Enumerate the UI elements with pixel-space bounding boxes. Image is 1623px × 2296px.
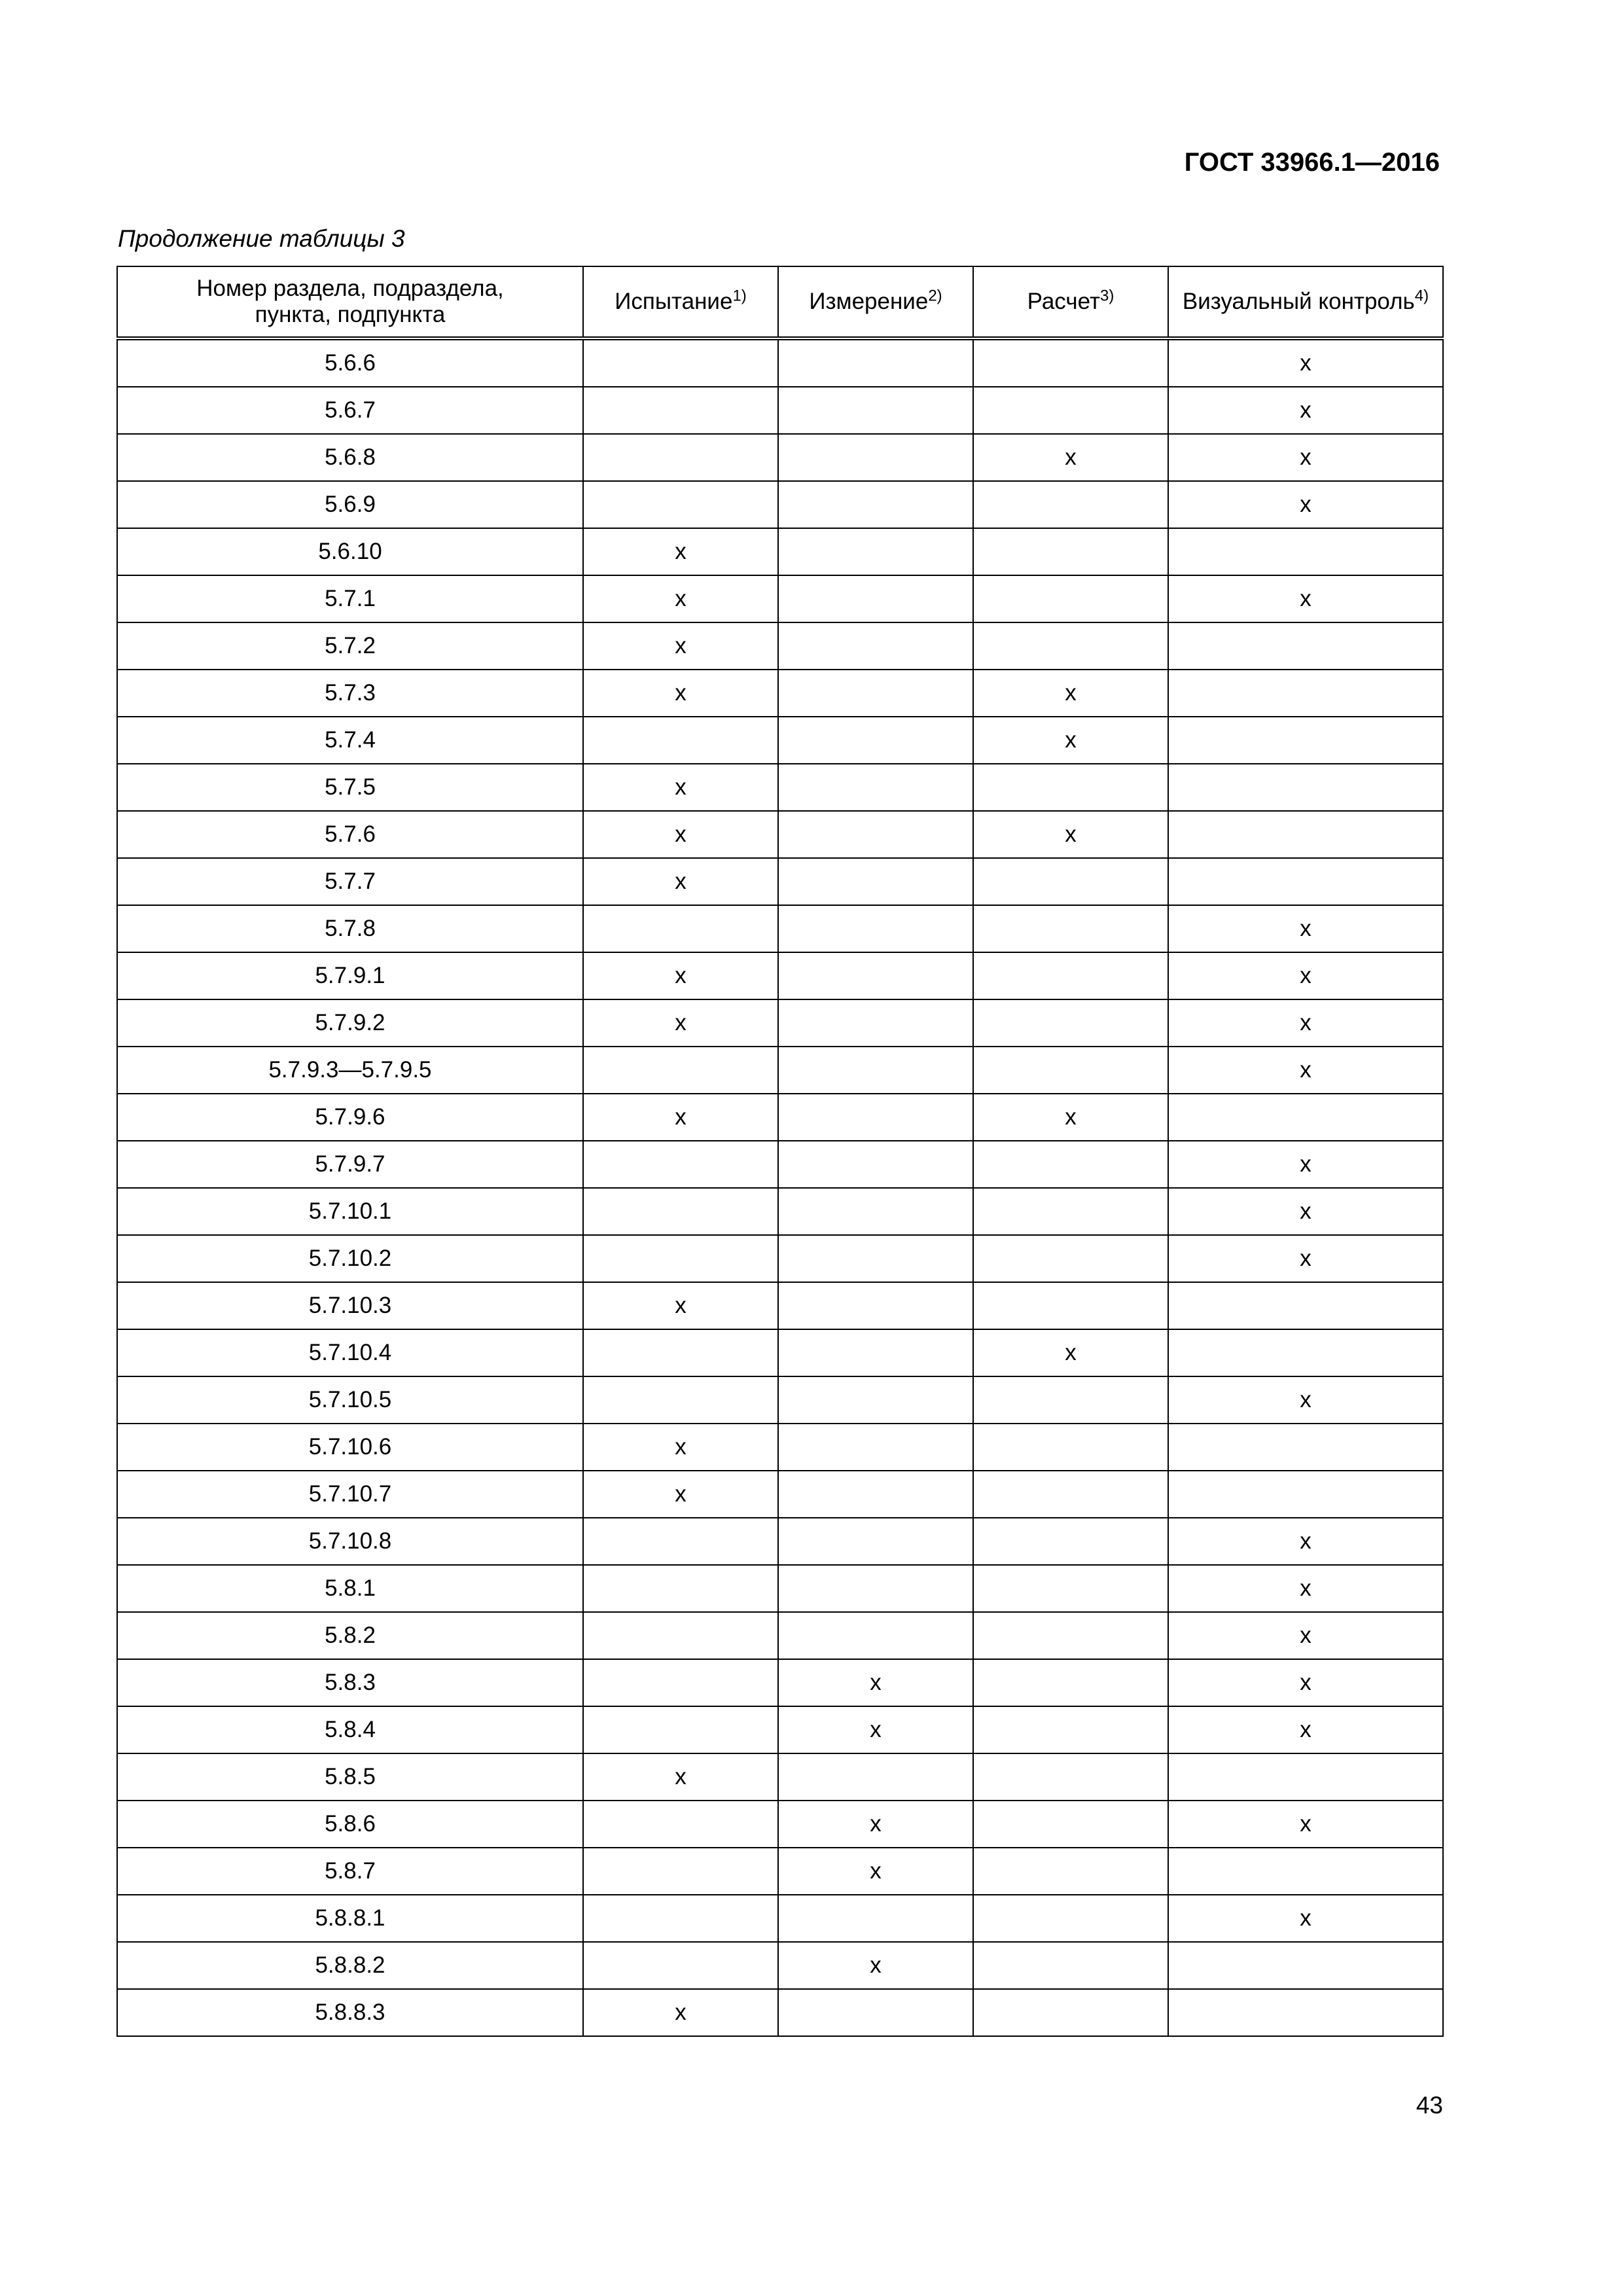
- mark-cell: [778, 338, 973, 387]
- section-number-cell: 5.8.8.3: [117, 1989, 583, 2036]
- mark-cell: [1168, 811, 1443, 858]
- mark-cell: [973, 1047, 1168, 1094]
- column-header-test: [583, 266, 778, 338]
- mark-cell: [973, 1471, 1168, 1518]
- mark-cell: [778, 858, 973, 905]
- mark-cell: [973, 1659, 1168, 1706]
- section-number-cell: 5.7.10.7: [117, 1471, 583, 1518]
- mark-cell: [778, 952, 973, 999]
- footnote-ref: 4): [1414, 287, 1429, 305]
- column-header-label: Номер раздела, подраздела, пункта, подпункта: [196, 276, 504, 327]
- table-row: [117, 481, 1443, 528]
- mark-cell: x: [1168, 1047, 1443, 1094]
- mark-cell: x: [1168, 1612, 1443, 1659]
- section-number-cell: 5.8.1: [117, 1565, 583, 1612]
- section-number-cell: 5.8.2: [117, 1612, 583, 1659]
- mark-cell: [973, 528, 1168, 575]
- mark-cell: [778, 999, 973, 1047]
- mark-cell: [583, 1801, 778, 1848]
- mark-cell: x: [1168, 1518, 1443, 1565]
- mark-cell: [973, 387, 1168, 434]
- column-header-label: Расчет: [1027, 289, 1100, 314]
- mark-cell: [583, 1188, 778, 1235]
- mark-cell: [973, 575, 1168, 622]
- mark-cell: x: [583, 1282, 778, 1329]
- table-row: [117, 434, 1443, 481]
- section-number-cell: 5.7.10.2: [117, 1235, 583, 1282]
- mark-cell: x: [583, 1094, 778, 1141]
- mark-cell: x: [778, 1659, 973, 1706]
- section-number-cell: 5.7.4: [117, 717, 583, 764]
- mark-cell: [583, 387, 778, 434]
- table-row: [117, 858, 1443, 905]
- section-number-cell: 5.7.10.4: [117, 1329, 583, 1376]
- mark-cell: x: [1168, 1565, 1443, 1612]
- section-number-cell: 5.7.10.5: [117, 1376, 583, 1424]
- table-row: [117, 1188, 1443, 1235]
- mark-cell: [973, 1895, 1168, 1942]
- mark-cell: [778, 434, 973, 481]
- mark-cell: [1168, 1329, 1443, 1376]
- table-row: [117, 1141, 1443, 1188]
- mark-cell: [583, 1942, 778, 1989]
- mark-cell: x: [1168, 1706, 1443, 1753]
- mark-cell: x: [973, 1094, 1168, 1141]
- mark-cell: [583, 1047, 778, 1094]
- mark-cell: x: [1168, 387, 1443, 434]
- mark-cell: [778, 1612, 973, 1659]
- mark-cell: x: [583, 1424, 778, 1471]
- table-row: [117, 622, 1443, 670]
- mark-cell: [778, 622, 973, 670]
- mark-cell: [973, 1518, 1168, 1565]
- section-number-cell: 5.7.3: [117, 670, 583, 717]
- mark-cell: [778, 1376, 973, 1424]
- mark-cell: [973, 1848, 1168, 1895]
- mark-cell: x: [583, 811, 778, 858]
- section-number-cell: 5.7.9.6: [117, 1094, 583, 1141]
- section-number-cell: 5.8.4: [117, 1706, 583, 1753]
- mark-cell: [973, 1989, 1168, 2036]
- mark-cell: [973, 1942, 1168, 1989]
- mark-cell: [778, 1895, 973, 1942]
- section-number-cell: 5.6.9: [117, 481, 583, 528]
- mark-cell: [583, 1706, 778, 1753]
- mark-cell: [583, 481, 778, 528]
- section-number-cell: 5.7.10.1: [117, 1188, 583, 1235]
- table-row: [117, 1424, 1443, 1471]
- mark-cell: [1168, 670, 1443, 717]
- section-number-cell: 5.6.7: [117, 387, 583, 434]
- section-number-cell: 5.7.9.7: [117, 1141, 583, 1188]
- table-row: [117, 1612, 1443, 1659]
- table-row: [117, 1094, 1443, 1141]
- table-header-row: [117, 266, 1443, 338]
- table-row: [117, 1989, 1443, 2036]
- mark-cell: [1168, 528, 1443, 575]
- footnote-ref: 2): [928, 287, 942, 305]
- table-row: [117, 1376, 1443, 1424]
- section-number-cell: 5.7.9.3—5.7.9.5: [117, 1047, 583, 1094]
- mark-cell: [973, 1376, 1168, 1424]
- mark-cell: [1168, 1942, 1443, 1989]
- mark-cell: [778, 1188, 973, 1235]
- section-number-cell: 5.6.10: [117, 528, 583, 575]
- column-header-label: Визуальный контроль: [1182, 289, 1415, 314]
- mark-cell: [973, 1801, 1168, 1848]
- mark-cell: [1168, 1282, 1443, 1329]
- mark-cell: [1168, 764, 1443, 811]
- mark-cell: [778, 1235, 973, 1282]
- mark-cell: [1168, 1471, 1443, 1518]
- mark-cell: [778, 1518, 973, 1565]
- mark-cell: [778, 575, 973, 622]
- mark-cell: [778, 1989, 973, 2036]
- mark-cell: [973, 1282, 1168, 1329]
- mark-cell: [973, 1141, 1168, 1188]
- mark-cell: [778, 1565, 973, 1612]
- column-header-measurement: [778, 266, 973, 338]
- mark-cell: [778, 717, 973, 764]
- mark-cell: [583, 1376, 778, 1424]
- mark-cell: x: [583, 858, 778, 905]
- table-row: [117, 999, 1443, 1047]
- mark-cell: [778, 528, 973, 575]
- mark-cell: [778, 1329, 973, 1376]
- table-row: [117, 1518, 1443, 1565]
- mark-cell: x: [583, 575, 778, 622]
- table-row: [117, 764, 1443, 811]
- mark-cell: x: [1168, 905, 1443, 952]
- mark-cell: x: [1168, 999, 1443, 1047]
- mark-cell: x: [1168, 1188, 1443, 1235]
- table-row: [117, 1848, 1443, 1895]
- section-number-cell: 5.7.10.8: [117, 1518, 583, 1565]
- section-number-cell: 5.8.3: [117, 1659, 583, 1706]
- mark-cell: [973, 764, 1168, 811]
- table-row: [117, 575, 1443, 622]
- mark-cell: [1168, 622, 1443, 670]
- mark-cell: [973, 1235, 1168, 1282]
- mark-cell: [778, 1471, 973, 1518]
- mark-cell: [973, 858, 1168, 905]
- section-number-cell: 5.8.8.1: [117, 1895, 583, 1942]
- mark-cell: [973, 1612, 1168, 1659]
- mark-cell: x: [583, 1471, 778, 1518]
- mark-cell: [1168, 717, 1443, 764]
- mark-cell: [583, 1612, 778, 1659]
- mark-cell: x: [583, 764, 778, 811]
- mark-cell: x: [1168, 1895, 1443, 1942]
- mark-cell: x: [973, 717, 1168, 764]
- column-header-visual-inspection: [1168, 266, 1443, 338]
- table-row: [117, 811, 1443, 858]
- section-number-cell: 5.7.9.2: [117, 999, 583, 1047]
- mark-cell: x: [583, 952, 778, 999]
- section-number-cell: 5.8.6: [117, 1801, 583, 1848]
- mark-cell: x: [1168, 1141, 1443, 1188]
- table-row: [117, 1282, 1443, 1329]
- mark-cell: x: [973, 670, 1168, 717]
- mark-cell: x: [1168, 1376, 1443, 1424]
- column-header-calculation: [973, 266, 1168, 338]
- mark-cell: [973, 1424, 1168, 1471]
- section-number-cell: 5.7.5: [117, 764, 583, 811]
- mark-cell: [583, 1659, 778, 1706]
- section-number-cell: 5.7.10.3: [117, 1282, 583, 1329]
- mark-cell: [1168, 1094, 1443, 1141]
- mark-cell: [973, 905, 1168, 952]
- mark-cell: x: [583, 622, 778, 670]
- mark-cell: [1168, 1753, 1443, 1801]
- mark-cell: x: [973, 434, 1168, 481]
- table-row: [117, 1235, 1443, 1282]
- mark-cell: x: [583, 1753, 778, 1801]
- mark-cell: [583, 1141, 778, 1188]
- mark-cell: [778, 1047, 973, 1094]
- section-number-cell: 5.8.7: [117, 1848, 583, 1895]
- mark-cell: [778, 481, 973, 528]
- mark-cell: [973, 481, 1168, 528]
- section-number-cell: 5.7.8: [117, 905, 583, 952]
- mark-cell: [778, 905, 973, 952]
- table-row: [117, 1471, 1443, 1518]
- mark-cell: x: [973, 1329, 1168, 1376]
- table-row: [117, 1659, 1443, 1706]
- mark-cell: x: [1168, 1801, 1443, 1848]
- mark-cell: x: [973, 811, 1168, 858]
- table-row: [117, 1753, 1443, 1801]
- table-row: [117, 1047, 1443, 1094]
- mark-cell: [973, 338, 1168, 387]
- mark-cell: x: [778, 1942, 973, 1989]
- section-number-cell: 5.7.10.6: [117, 1424, 583, 1471]
- mark-cell: [1168, 1989, 1443, 2036]
- table-row: [117, 387, 1443, 434]
- mark-cell: [778, 1424, 973, 1471]
- mark-cell: [583, 434, 778, 481]
- mark-cell: [1168, 1424, 1443, 1471]
- section-number-cell: 5.8.8.2: [117, 1942, 583, 1989]
- mark-cell: x: [583, 528, 778, 575]
- table-row: [117, 528, 1443, 575]
- mark-cell: x: [583, 670, 778, 717]
- mark-cell: [778, 1094, 973, 1141]
- section-number-cell: 5.7.6: [117, 811, 583, 858]
- column-header-label: Испытание: [615, 289, 733, 314]
- mark-cell: x: [1168, 338, 1443, 387]
- mark-cell: [583, 338, 778, 387]
- mark-cell: [583, 1329, 778, 1376]
- mark-cell: x: [1168, 1235, 1443, 1282]
- section-number-cell: 5.6.8: [117, 434, 583, 481]
- table-row: [117, 1895, 1443, 1942]
- page-number: 43: [1416, 2092, 1443, 2119]
- table-row: [117, 905, 1443, 952]
- table-row: [117, 1706, 1443, 1753]
- table-row: [117, 1329, 1443, 1376]
- table-row: [117, 952, 1443, 999]
- mark-cell: [973, 1706, 1168, 1753]
- section-number-cell: 5.7.2: [117, 622, 583, 670]
- mark-cell: x: [583, 999, 778, 1047]
- mark-cell: [583, 1895, 778, 1942]
- mark-cell: [778, 1753, 973, 1801]
- section-number-cell: 5.7.7: [117, 858, 583, 905]
- table-row: [117, 1565, 1443, 1612]
- mark-cell: [583, 1848, 778, 1895]
- mark-cell: [583, 905, 778, 952]
- mark-cell: x: [1168, 575, 1443, 622]
- mark-cell: [1168, 858, 1443, 905]
- mark-cell: [778, 670, 973, 717]
- mark-cell: x: [778, 1848, 973, 1895]
- mark-cell: [973, 952, 1168, 999]
- table-body: [117, 338, 1443, 2036]
- column-header-label: Измерение: [809, 289, 929, 314]
- mark-cell: [583, 1235, 778, 1282]
- section-number-cell: 5.8.5: [117, 1753, 583, 1801]
- mark-cell: x: [1168, 481, 1443, 528]
- mark-cell: [778, 764, 973, 811]
- mark-cell: [583, 1518, 778, 1565]
- mark-cell: x: [778, 1801, 973, 1848]
- document-id: ГОСТ 33966.1—2016: [1184, 148, 1440, 177]
- table-row: [117, 1942, 1443, 1989]
- section-number-cell: 5.7.9.1: [117, 952, 583, 999]
- section-number-cell: 5.7.1: [117, 575, 583, 622]
- table-row: [117, 670, 1443, 717]
- table-row: [117, 717, 1443, 764]
- mark-cell: x: [778, 1706, 973, 1753]
- mark-cell: x: [1168, 434, 1443, 481]
- mark-cell: [973, 1188, 1168, 1235]
- mark-cell: [778, 811, 973, 858]
- mark-cell: [973, 1565, 1168, 1612]
- mark-cell: [973, 622, 1168, 670]
- mark-cell: x: [1168, 1659, 1443, 1706]
- section-number-cell: 5.6.6: [117, 338, 583, 387]
- mark-cell: [778, 1282, 973, 1329]
- footnote-ref: 1): [732, 287, 747, 305]
- table-row: [117, 338, 1443, 387]
- mark-cell: x: [1168, 952, 1443, 999]
- column-header-section: [117, 266, 583, 338]
- requirements-table: [116, 266, 1444, 2037]
- mark-cell: [778, 387, 973, 434]
- mark-cell: [973, 999, 1168, 1047]
- mark-cell: [583, 717, 778, 764]
- mark-cell: [973, 1753, 1168, 1801]
- mark-cell: [583, 1565, 778, 1612]
- mark-cell: [1168, 1848, 1443, 1895]
- mark-cell: [778, 1141, 973, 1188]
- table-caption: Продолжение таблицы 3: [118, 225, 405, 252]
- mark-cell: x: [583, 1989, 778, 2036]
- table-row: [117, 1801, 1443, 1848]
- footnote-ref: 3): [1099, 287, 1115, 305]
